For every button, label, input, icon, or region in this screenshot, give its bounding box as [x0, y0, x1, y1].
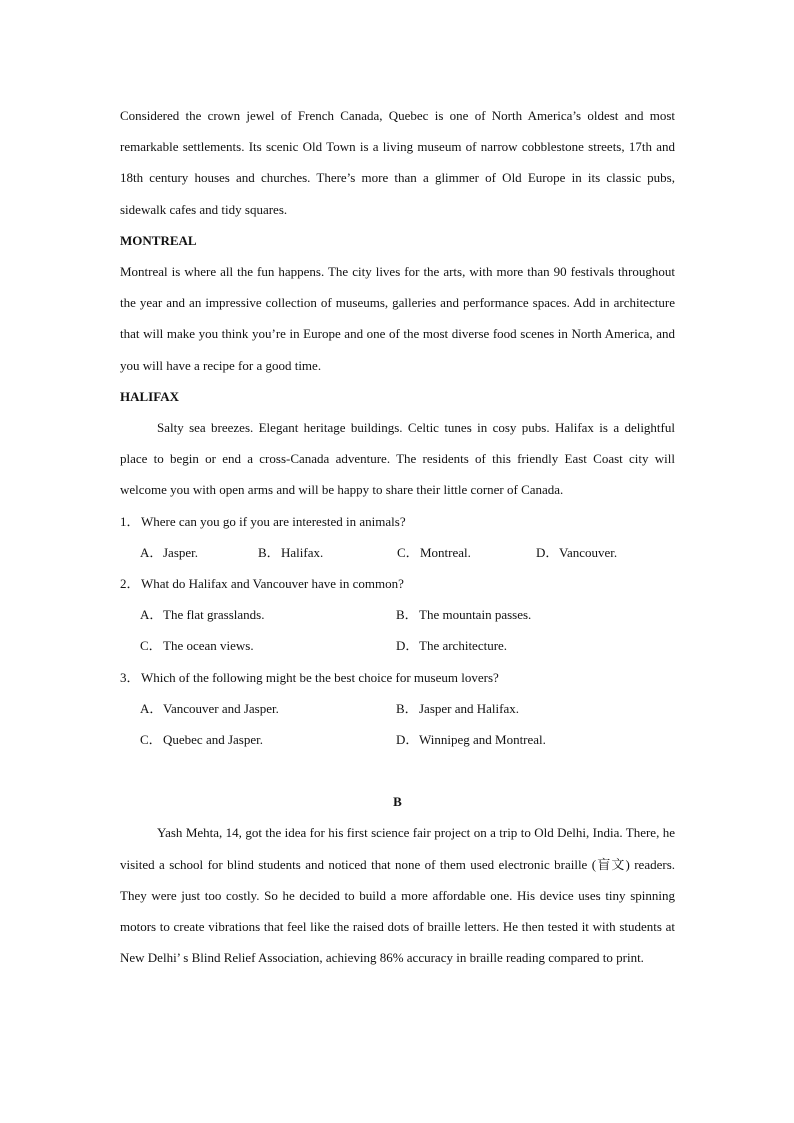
- question-text: Which of the following might be the best choice for museum lovers?: [141, 669, 499, 685]
- question-3-options-row-2: [120, 724, 675, 755]
- question-number: 3．: [120, 669, 140, 685]
- option-a[interactable]: A．The flat grasslands.: [140, 607, 265, 623]
- option-c[interactable]: C．The ocean views.: [140, 638, 254, 654]
- question-3: [120, 662, 675, 693]
- montreal-paragraph: Montreal is where all the fun happens. The city lives for the arts, with more than 90 festivals throughout the year and an impressive collection of museums, galleries and performance spaces. Add in architecture that will make you think you’re in Europe and one of the most diverse food scenes in North America, and you will have a recipe for a good time.: [120, 264, 675, 373]
- option-d[interactable]: D．The architecture.: [396, 638, 508, 654]
- option-b[interactable]: B．Halifax.: [258, 544, 324, 560]
- question-1-options: [120, 537, 675, 568]
- question-number: 1．: [120, 513, 140, 529]
- section-b-label: B: [393, 794, 402, 810]
- question-1: [120, 506, 675, 537]
- option-a[interactable]: A．Jasper.: [140, 544, 199, 560]
- document-content: [120, 100, 675, 973]
- option-d[interactable]: D．Winnipeg and Montreal.: [396, 732, 546, 748]
- option-a[interactable]: A．Vancouver and Jasper.: [140, 700, 279, 716]
- option-b[interactable]: B．The mountain passes.: [396, 607, 532, 623]
- passage-b-paragraph: Yash Mehta, 14, got the idea for his first science fair project on a trip to Old Delhi, India. There, he visited a school for blind students and noticed that none of them used electronic braille (盲文) readers. They were just too costly. So he decided to build a more affordable one. His device uses tiny spinning motors to create vibrations that feel like the raised dots of braille letters. He then tested it with students at New Delhi’ s Blind Relief Association, achieving 86% accuracy in braille reading compared to print.: [120, 825, 675, 966]
- option-c[interactable]: C．Quebec and Jasper.: [140, 732, 263, 748]
- halifax-heading: HALIFAX: [120, 388, 179, 404]
- option-c[interactable]: C．Montreal.: [397, 544, 471, 560]
- quebec-paragraph: Considered the crown jewel of French Canada, Quebec is one of North America’s oldest and most remarkable settlements. Its scenic Old Town is a living museum of narrow cobblestone streets, 17th and 18th century houses and churches. There’s more than a glimmer of Old Europe in its classic pubs, sidewalk cafes and tidy squares.: [120, 108, 675, 217]
- section-spacer: [120, 755, 675, 786]
- question-3-options-row-1: [120, 693, 675, 724]
- question-number: 2．: [120, 576, 140, 592]
- question-2-options-row-1: [120, 599, 675, 630]
- option-b[interactable]: B．Jasper and Halifax.: [396, 700, 519, 716]
- question-2: [120, 568, 675, 599]
- question-2-options-row-2: [120, 630, 675, 661]
- option-d[interactable]: D．Vancouver.: [536, 544, 618, 560]
- question-text: What do Halifax and Vancouver have in common?: [141, 576, 404, 592]
- halifax-paragraph: Salty sea breezes. Elegant heritage buildings. Celtic tunes in cosy pubs. Halifax is a delightful place to begin or end a cross-Canada adventure. The residents of this friendly East Coast city will welcome you with open arms and will be happy to share their little corner of Canada.: [120, 420, 675, 498]
- montreal-heading: MONTREAL: [120, 232, 197, 248]
- question-text: Where can you go if you are interested in animals?: [141, 513, 406, 529]
